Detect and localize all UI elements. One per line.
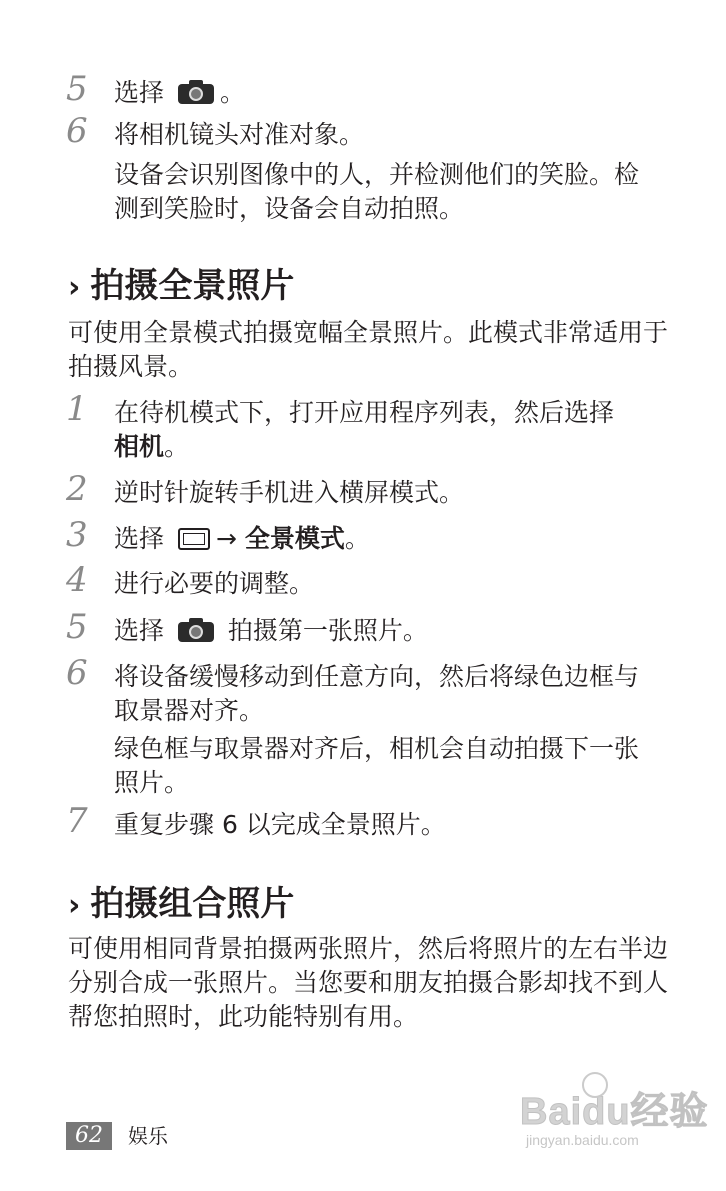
step-number: 6 [66,111,88,151]
ui-label-panorama-mode: 全景模式 [244,524,345,553]
camera-icon [178,80,214,104]
section-intro: 可使用相同背景拍摄两张照片，然后将照片的左右半边分别合成一张照片。当您要和朋友拍摄合影却找不到人帮您拍照时，此功能特别有用。 [68,934,669,1031]
footer-section-name: 娱乐 [128,1124,168,1148]
step-text: 将相机镜头对准对象。 [114,120,365,149]
step-note: 设备会识别图像中的人，并检测他们的笑脸。检测到笑脸时，设备会自动拍照。 [114,160,640,223]
step-5: 5 选择 拍摄第一张照片。 [66,607,428,647]
baidu-watermark [520,1080,720,1170]
baidu-logo: Baidu经验 [520,1091,709,1133]
page-number: 62 [66,1122,112,1150]
step-text: 选择 [114,78,165,107]
step-3: 3 选择 → 全景模式。 [66,515,370,555]
step-2: 2 逆时针旋转手机进入横屏模式。 [66,469,465,509]
step-number: 5 [66,69,88,109]
step-7: 7 重复步骤 6 以完成全景照片。 [66,801,446,841]
chevron-right-icon: › [68,888,81,923]
step-6: 6 将设备缓慢移动到任意方向，然后将绿色边框与取景器对齐。 [66,653,640,725]
paw-icon [582,1072,608,1098]
step-5-top: 5 选择 。 [66,69,245,109]
step-note: 绿色框与取景器对齐后，相机会自动拍摄下一张照片。 [114,734,640,797]
step-4: 4 进行必要的调整。 [66,560,315,600]
section-heading-panorama: › 拍摄全景照片 [68,266,295,306]
chevron-right-icon: › [68,270,81,305]
camera-icon [178,618,214,642]
frame-mode-icon [178,528,210,550]
section-heading-combined: › 拍摄组合照片 [68,884,295,924]
section-intro: 可使用全景模式拍摄宽幅全景照片。此模式非常适用于拍摄风景。 [68,318,669,381]
step-1: 1 在待机模式下，打开应用程序列表，然后选择相机。 [66,389,615,461]
step-6-top [66,111,666,152]
ui-label-camera: 相机 [114,432,165,461]
watermark-site: jingyan.baidu.com [526,1132,639,1148]
